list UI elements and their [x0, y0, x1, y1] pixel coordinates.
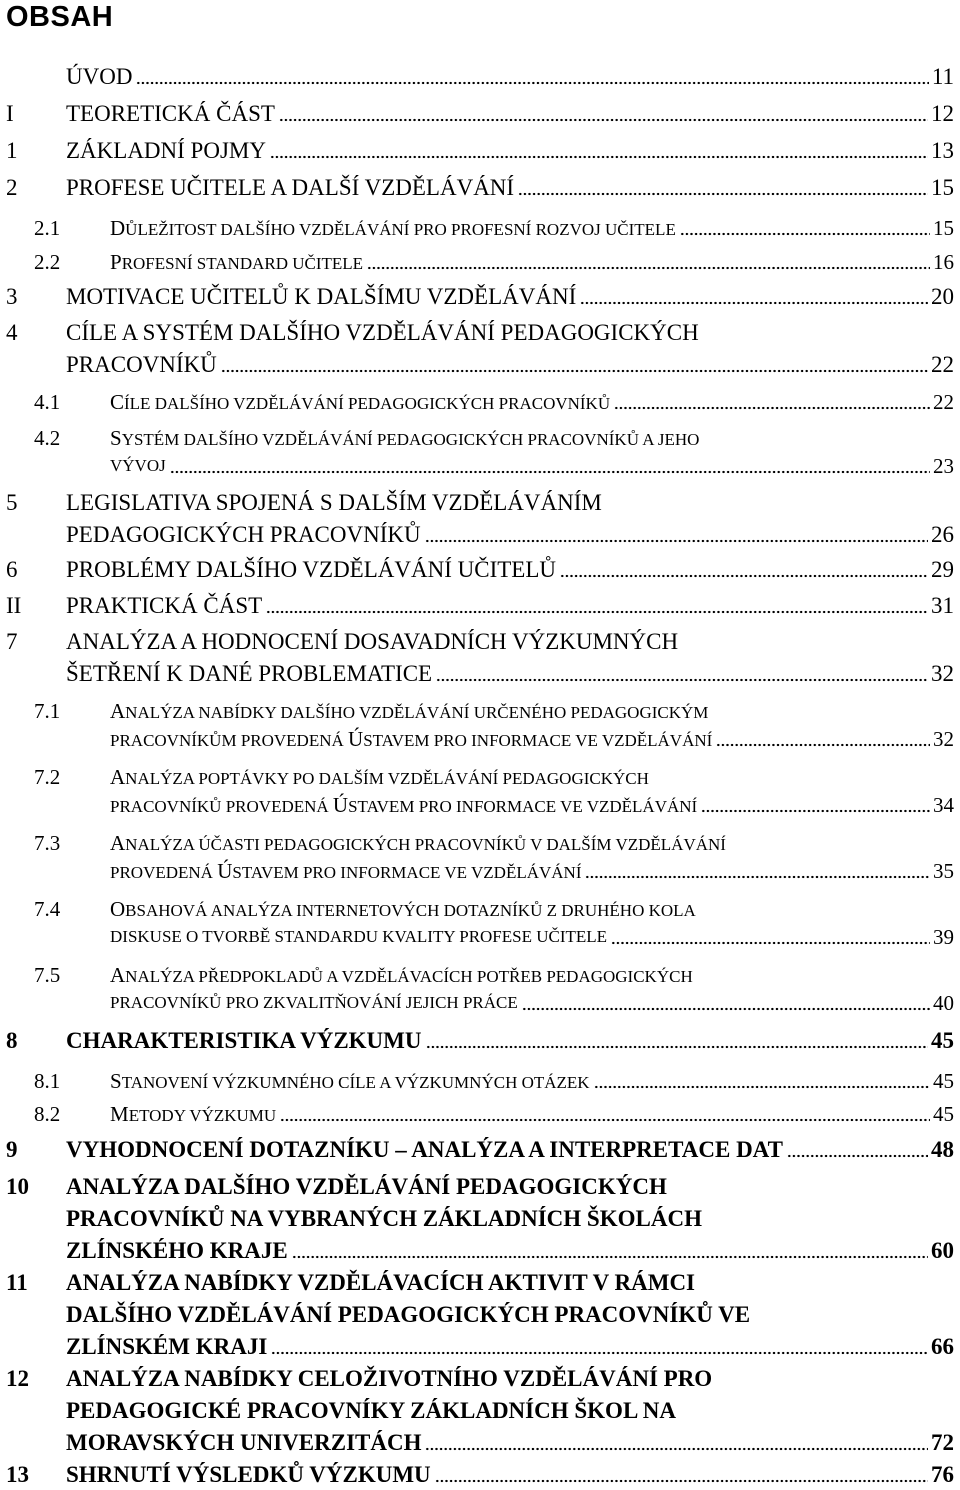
- toc-entry-number: 7.1: [34, 699, 61, 723]
- dot-leader: [518, 173, 928, 203]
- dot-leader: [279, 99, 928, 129]
- toc-entry-title: STANOVENÍ VÝZKUMNÉHO CÍLE A VÝZKUMNÝCH OTÁZEK: [110, 1069, 590, 1093]
- page-title: OBSAH: [6, 1, 114, 33]
- toc-entry-title: PRACOVNÍKŮ: [66, 352, 217, 377]
- toc-entry-page-number: 39: [933, 925, 954, 949]
- toc-entry-number: 9: [6, 1137, 18, 1162]
- dot-leader: [426, 1026, 929, 1056]
- dot-leader: [611, 922, 930, 952]
- toc-entry-title: CÍLE A SYSTÉM DALŠÍHO VZDĚLÁVÁNÍ PEDAGOGICKÝCH: [66, 320, 699, 345]
- toc-entry-number: 2.2: [34, 250, 61, 274]
- toc-entry-page-number: 12: [931, 101, 954, 126]
- toc-entry-title: DALŠÍHO VZDĚLÁVÁNÍ PEDAGOGICKÝCH PRACOVNÍKŮ VE: [66, 1302, 751, 1327]
- toc-entry-page-number: 31: [931, 593, 954, 618]
- toc-entry-page-number: 23: [933, 454, 954, 478]
- toc-entry-page-number: 11: [931, 64, 954, 89]
- toc-entry-number: 6: [6, 557, 18, 582]
- dot-leader: [170, 451, 930, 481]
- toc-entry-title: PEDAGOGICKÝCH PRACOVNÍKŮ: [66, 522, 421, 547]
- toc-entry-number: 7.4: [34, 897, 61, 921]
- dot-leader: [560, 555, 928, 585]
- toc-entry-page-number: 15: [933, 216, 954, 240]
- toc-entry-title: ANALÝZA A HODNOCENÍ DOSAVADNÍCH VÝZKUMNÝCH: [66, 629, 679, 654]
- toc-entry-title: METODY VÝZKUMU: [110, 1102, 277, 1126]
- dot-leader: [266, 591, 928, 621]
- toc-entry-page-number: 40: [933, 991, 954, 1015]
- dot-leader: [136, 62, 928, 92]
- toc-entry-title: ZLÍNSKÉHO KRAJE: [66, 1238, 288, 1263]
- toc-entry-number: II: [6, 593, 22, 618]
- toc-entry-page-number: 45: [933, 1102, 954, 1126]
- toc-entry-page-number: 22: [931, 352, 954, 377]
- dot-leader: [425, 1428, 928, 1458]
- toc-entry-number: 8.1: [34, 1069, 61, 1093]
- toc-entry-title: SHRNUTÍ VÝSLEDKŮ VÝZKUMU: [66, 1462, 431, 1487]
- toc-entry-number: 7.3: [34, 831, 61, 855]
- toc-entry-number: 2: [6, 175, 18, 200]
- toc-entry-title: ANALÝZA NABÍDKY DALŠÍHO VZDĚLÁVÁNÍ URČENÉHO PEDAGOGICKÝM: [110, 699, 709, 723]
- toc-entry-page-number: 45: [931, 1028, 954, 1053]
- toc-entry-number: 4.1: [34, 390, 61, 414]
- toc-entry-title: TEORETICKÁ ČÁST: [66, 101, 275, 126]
- dot-leader: [614, 387, 930, 417]
- toc-entry-page-number: 22: [933, 390, 954, 414]
- toc-entry-title: ANALÝZA PŘEDPOKLADŮ A VZDĚLÁVACÍCH POTŘEB PEDAGOGICKÝCH: [110, 963, 693, 987]
- toc-entry-title: ANALÝZA ÚČASTI PEDAGOGICKÝCH PRACOVNÍKŮ V DALŠÍM VZDĚLÁVÁNÍ: [110, 831, 726, 855]
- toc-entry-number: 7: [6, 629, 18, 654]
- toc-entry-number: 2.1: [34, 216, 61, 240]
- toc-entry-title: PROBLÉMY DALŠÍHO VZDĚLÁVÁNÍ UČITELŮ: [66, 557, 556, 582]
- toc-entry-number: 12: [6, 1366, 29, 1391]
- toc-entry-number: 7.2: [34, 765, 61, 789]
- toc-entry-number: 7.5: [34, 963, 61, 987]
- dot-leader: [435, 1460, 928, 1490]
- toc-entry-number: 10: [6, 1174, 29, 1199]
- toc-entry-title: LEGISLATIVA SPOJENÁ S DALŠÍM VZDĚLÁVÁNÍM: [66, 490, 602, 515]
- dot-leader: [585, 856, 930, 886]
- toc-entry-number: I: [6, 101, 14, 126]
- toc-entry-title: ANALÝZA NABÍDKY VZDĚLÁVACÍCH AKTIVIT V RÁMCI: [66, 1270, 696, 1295]
- toc-entry-number: 1: [6, 138, 18, 163]
- toc-entry-title: ÚVOD: [66, 64, 133, 89]
- toc-entry-title: PRACOVNÍKŮM PROVEDENÁ ÚSTAVEM PRO INFORMACE VE VZDĚLÁVÁNÍ: [110, 727, 713, 751]
- toc-entry-number: 8.2: [34, 1102, 61, 1126]
- toc-entry-title: VYHODNOCENÍ DOTAZNÍKU – ANALÝZA A INTERPRETACE DAT: [66, 1137, 783, 1162]
- dot-leader: [522, 988, 930, 1018]
- dot-leader: [280, 1099, 930, 1129]
- toc-entry-title: DISKUSE O TVORBĚ STANDARDU KVALITY PROFESE UČITELE: [110, 927, 608, 946]
- toc-entry-number: 11: [6, 1270, 28, 1295]
- dot-leader: [436, 659, 928, 689]
- toc-entry-title: PRACOVNÍKŮ NA VYBRANÝCH ZÁKLADNÍCH ŠKOLÁCH: [66, 1206, 702, 1231]
- toc-entry-title: ZLÍNSKÉM KRAJI: [66, 1334, 268, 1359]
- toc-entry-title: PEDAGOGICKÉ PRACOVNÍKY ZÁKLADNÍCH ŠKOL NA: [66, 1398, 676, 1423]
- dot-leader: [787, 1135, 928, 1165]
- toc-entry-title: ANALÝZA DALŠÍHO VZDĚLÁVÁNÍ PEDAGOGICKÝCH: [66, 1174, 667, 1199]
- toc-entry-title: MORAVSKÝCH UNIVERZITÁCH: [66, 1430, 422, 1455]
- toc-entry-title: DŮLEŽITOST DALŠÍHO VZDĚLÁVÁNÍ PRO PROFESNÍ ROZVOJ UČITELE: [110, 216, 676, 240]
- toc-entry-page-number: 60: [931, 1238, 954, 1263]
- toc-entry-page-number: 34: [933, 793, 954, 817]
- toc-entry-number: 3: [6, 284, 18, 309]
- toc-entry-title: CÍLE DALŠÍHO VZDĚLÁVÁNÍ PEDAGOGICKÝCH PRACOVNÍKŮ: [110, 390, 611, 414]
- toc-entry-page-number: 32: [931, 661, 954, 686]
- dot-leader: [292, 1236, 928, 1266]
- dot-leader: [271, 1332, 928, 1362]
- dot-leader: [680, 213, 930, 243]
- toc-entry-title: ZÁKLADNÍ POJMY: [66, 138, 266, 163]
- toc-entry-page-number: 13: [931, 138, 954, 163]
- toc-entry-page-number: 26: [931, 522, 954, 547]
- toc-entry-number: 13: [6, 1462, 29, 1487]
- toc-entry-number: 5: [6, 490, 18, 515]
- toc-entry-title: ANALÝZA POPTÁVKY PO DALŠÍM VZDĚLÁVÁNÍ PEDAGOGICKÝCH: [110, 765, 649, 789]
- toc-entry-page-number: 76: [931, 1462, 954, 1487]
- dot-leader: [580, 282, 928, 312]
- dot-leader: [701, 790, 930, 820]
- toc-entry-page-number: 48: [931, 1137, 954, 1162]
- toc-entry-title: PROVEDENÁ ÚSTAVEM PRO INFORMACE VE VZDĚLÁVÁNÍ: [110, 859, 582, 883]
- dot-leader: [270, 136, 928, 166]
- toc-entry-page-number: 29: [931, 557, 954, 582]
- toc-entry-number: 8: [6, 1028, 18, 1053]
- toc-entry-title: MOTIVACE UČITELŮ K DALŠÍMU VZDĚLÁVÁNÍ: [66, 284, 577, 309]
- toc-entry-title: PRACOVNÍKŮ PRO ZKVALITŇOVÁNÍ JEJICH PRÁCE: [110, 993, 518, 1012]
- toc-entry-title: PROFESNÍ STANDARD UČITELE: [110, 250, 364, 274]
- toc-entry-number: 4.2: [34, 426, 61, 450]
- dot-leader: [594, 1066, 930, 1096]
- toc-entry-title: PRACOVNÍKŮ PROVEDENÁ ÚSTAVEM PRO INFORMACE VE VZDĚLÁVÁNÍ: [110, 793, 698, 817]
- dot-leader: [367, 247, 930, 277]
- toc-entry-title: CHARAKTERISTIKA VÝZKUMU: [66, 1028, 422, 1053]
- toc-entry-page-number: 15: [931, 175, 954, 200]
- dot-leader: [221, 350, 928, 380]
- toc-entry-page-number: 20: [931, 284, 954, 309]
- toc-entry-title: PRAKTICKÁ ČÁST: [66, 593, 263, 618]
- toc-entry-page-number: 32: [933, 727, 954, 751]
- dot-leader: [425, 520, 928, 550]
- toc-entry-title: OBSAHOVÁ ANALÝZA INTERNETOVÝCH DOTAZNÍKŮ Z DRUHÉHO KOLA: [110, 897, 696, 921]
- toc-entry-page-number: 45: [933, 1069, 954, 1093]
- dot-leader: [716, 724, 930, 754]
- toc-entry-page-number: 16: [933, 250, 954, 274]
- toc-entry-title: ANALÝZA NABÍDKY CELOŽIVOTNÍHO VZDĚLÁVÁNÍ PRO: [66, 1366, 713, 1391]
- toc-entry-page-number: 35: [933, 859, 954, 883]
- toc-entry-page-number: 72: [931, 1430, 954, 1455]
- toc-entry-title: ŠETŘENÍ K DANÉ PROBLEMATICE: [66, 661, 433, 686]
- toc-entry-title: VÝVOJ: [110, 456, 166, 475]
- toc-entry-number: 4: [6, 320, 18, 345]
- toc-entry-page-number: 66: [931, 1334, 954, 1359]
- toc-entry-title: PROFESE UČITELE A DALŠÍ VZDĚLÁVÁNÍ: [66, 175, 515, 200]
- toc-entry-title: SYSTÉM DALŠÍHO VZDĚLÁVÁNÍ PEDAGOGICKÝCH PRACOVNÍKŮ A JEHO: [110, 426, 700, 450]
